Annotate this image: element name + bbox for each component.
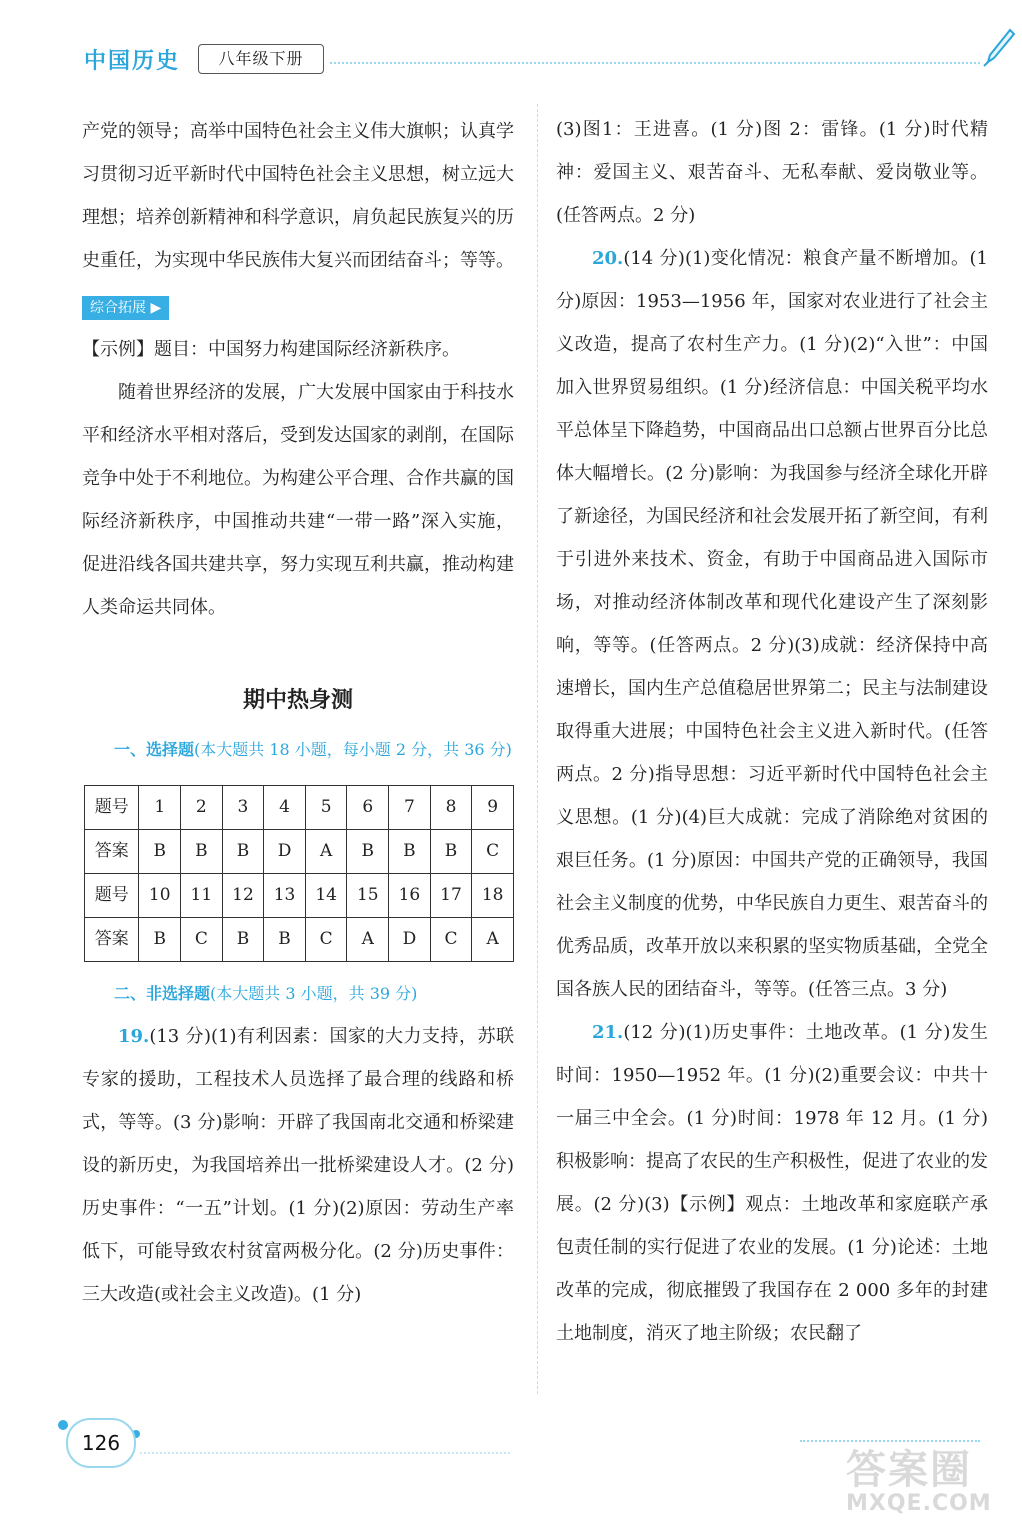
row-label: 答案 — [85, 830, 139, 874]
table-cell: 1 — [139, 786, 181, 830]
table-cell: C — [430, 918, 472, 962]
table-cell: A — [305, 830, 347, 874]
page-number: 126 — [66, 1418, 136, 1468]
nonchoice-heading-label: 二、非选择题 — [114, 984, 211, 1003]
question-number: 20. — [592, 248, 624, 269]
table-cell: A — [347, 918, 389, 962]
table-cell: C — [181, 918, 223, 962]
answer-table — [84, 785, 514, 962]
comprehensive-extension-badge: 综合拓展 ▶ — [82, 296, 169, 320]
nonchoice-heading-note: (本大题共 3 小题，共 39 分) — [210, 984, 418, 1003]
question-20-text: (14 分)(1)变化情况：粮食产量不断增加。(1 分)原因：1953—1956 年，国家对农业进行了社会主义改造，提高了农村生产力。(1 分)(2)“入世”：中国加入世界贸易组织。(1 分)经济信息：中国关税平均水平总体呈下降趋势，中国商品出口总额占世界百分比总体大幅增长。(2 分)影响：为我国参与经济全球化开辟了新途径，为国民经济和社会发展开拓了新空间，有利于引进外来技术、资金，有助于中国商品进入国际市场，对推动经济体制改革和现代化建设产生了深刻影响，等等。(任答两点。2 分)(3)成就：经济保持中高速增长，国内生产总值稳居世界第二；民主与法制建设取得重大进展；中国特色社会主义进入新时代。(任答两点。2 分)指导思想：习近平新时代中国特色社会主义思想。(1 分)(4)巨大成就：完成了消除绝对贫困的艰巨任务。(1 分)原因：中国共产党的正确领导，我国社会主义制度的优势，中华民族自力更生、艰苦奋斗的优秀品质，改革开放以来积累的坚实物质基础，全党全国各族人民的团结奋斗，等等。(任答三点。3 分) — [556, 248, 988, 1000]
table-cell: B — [139, 830, 181, 874]
question-19-continued: (3)图1：王进喜。(1 分)图 2：雷锋。(1 分)时代精神：爱国主义、艰苦奋斗、无私奉献、爱岗敬业等。(任答两点。2 分) — [556, 119, 988, 226]
table-cell: 6 — [347, 786, 389, 830]
table-cell: B — [430, 830, 472, 874]
header-grade-box: 八年级下册 — [198, 44, 324, 74]
right-column — [556, 108, 988, 1355]
table-cell: B — [139, 918, 181, 962]
table-cell: 3 — [222, 786, 264, 830]
question-19-text: (13 分)(1)有利因素：国家的大力支持，苏联专家的援助，工程技术人员选择了最合理的线路和桥式，等等。(3 分)影响：开辟了我国南北交通和桥梁建设的新历史，为我国培养出一批桥梁建设人才。(2 分)历史事件：“一五”计划。(1 分)(2)原因：劳动生产率低下，可能导致农村贫富两极分化。(2 分)历史事件：三大改造(或社会主义改造)。(1 分) — [82, 1026, 514, 1305]
row-label: 题号 — [85, 874, 139, 918]
example-body: 随着世界经济的发展，广大发展中国家由于科技水平和经济水平相对落后，受到发达国家的剥削，在国际竞争中处于不利地位。为构建公平合理、合作共赢的国际经济新秩序，中国推动共建“一带一路”深入实施，促进沿线各国共建共享，努力实现互利共赢，推动构建人类命运共同体。 — [82, 382, 514, 618]
table-cell: 2 — [181, 786, 223, 830]
nonchoice-heading — [82, 972, 514, 1015]
question-19 — [82, 1015, 514, 1316]
footer-dotted-line — [140, 1452, 510, 1454]
question-20 — [556, 237, 988, 1011]
pen-icon — [982, 28, 1016, 68]
table-cell: 7 — [389, 786, 431, 830]
table-cell: 10 — [139, 874, 181, 918]
table-cell: 15 — [347, 874, 389, 918]
table-cell: B — [389, 830, 431, 874]
table-cell: B — [347, 830, 389, 874]
table-cell: B — [222, 830, 264, 874]
watermark — [846, 1448, 992, 1516]
table-cell: 4 — [264, 786, 306, 830]
example-title: 【示例】题目：中国努力构建国际经济新秩序。 — [82, 339, 460, 360]
watermark-logo-text: 答案圈 — [846, 1447, 972, 1493]
table-cell: 16 — [389, 874, 431, 918]
page-dot-decoration — [58, 1420, 68, 1430]
question-number: 21. — [592, 1022, 624, 1043]
table-cell: B — [264, 918, 306, 962]
table-row — [85, 786, 514, 830]
section-title: 期中热身测 — [242, 688, 353, 713]
left-column — [82, 110, 514, 1316]
table-cell: 17 — [430, 874, 472, 918]
row-label: 答案 — [85, 918, 139, 962]
question-21 — [556, 1011, 988, 1355]
table-cell: 13 — [264, 874, 306, 918]
watermark-url: MXQE.COM — [846, 1491, 992, 1516]
table-cell: B — [181, 830, 223, 874]
choice-heading-note: (本大题共 18 小题，每小题 2 分，共 36 分) — [194, 740, 512, 759]
table-cell: 14 — [305, 874, 347, 918]
table-cell: 8 — [430, 786, 472, 830]
table-cell: D — [264, 830, 306, 874]
question-number: 19. — [118, 1026, 150, 1047]
column-divider — [537, 104, 538, 1394]
intro-paragraph: 产党的领导；高举中国特色社会主义伟大旗帜；认真学习贯彻习近平新时代中国特色社会主义思想，树立远大理想；培养创新精神和科学意识，肩负起民族复兴的历史重任，为实现中华民族伟大复兴而团结奋斗；等等。 — [82, 121, 514, 271]
table-cell: A — [472, 918, 514, 962]
footer-dotted-line — [800, 1440, 980, 1442]
table-cell: 18 — [472, 874, 514, 918]
table-cell: C — [472, 830, 514, 874]
choice-heading — [82, 728, 514, 771]
table-cell: 9 — [472, 786, 514, 830]
question-21-text: (12 分)(1)历史事件：土地改革。(1 分)发生时间：1950—1952 年。(1 分)(2)重要会议：中共十一届三中全会。(1 分)时间：1978 年 12 月。(1 分)积极影响：提高了农民的生产积极性，促进了农业的发展。(2 分)(3)【示例】观点：土地改革和家庭联产承包责任制的实行促进了农业的发展。(1 分)论述：土地改革的完成，彻底摧毁了我国存在 2 000 多年的封建土地制度，消灭了地主阶级；农民翻了 — [556, 1022, 988, 1344]
table-cell: B — [222, 918, 264, 962]
header-subject: 中国历史 — [84, 49, 181, 74]
table-cell: 12 — [222, 874, 264, 918]
choice-heading-label: 一、选择题 — [114, 740, 195, 759]
table-cell: 5 — [305, 786, 347, 830]
table-cell: C — [305, 918, 347, 962]
table-row — [85, 874, 514, 918]
row-label: 题号 — [85, 786, 139, 830]
header-dotted-line — [330, 62, 980, 64]
table-cell: 11 — [181, 874, 223, 918]
table-row — [85, 830, 514, 874]
table-cell: D — [389, 918, 431, 962]
table-row — [85, 918, 514, 962]
